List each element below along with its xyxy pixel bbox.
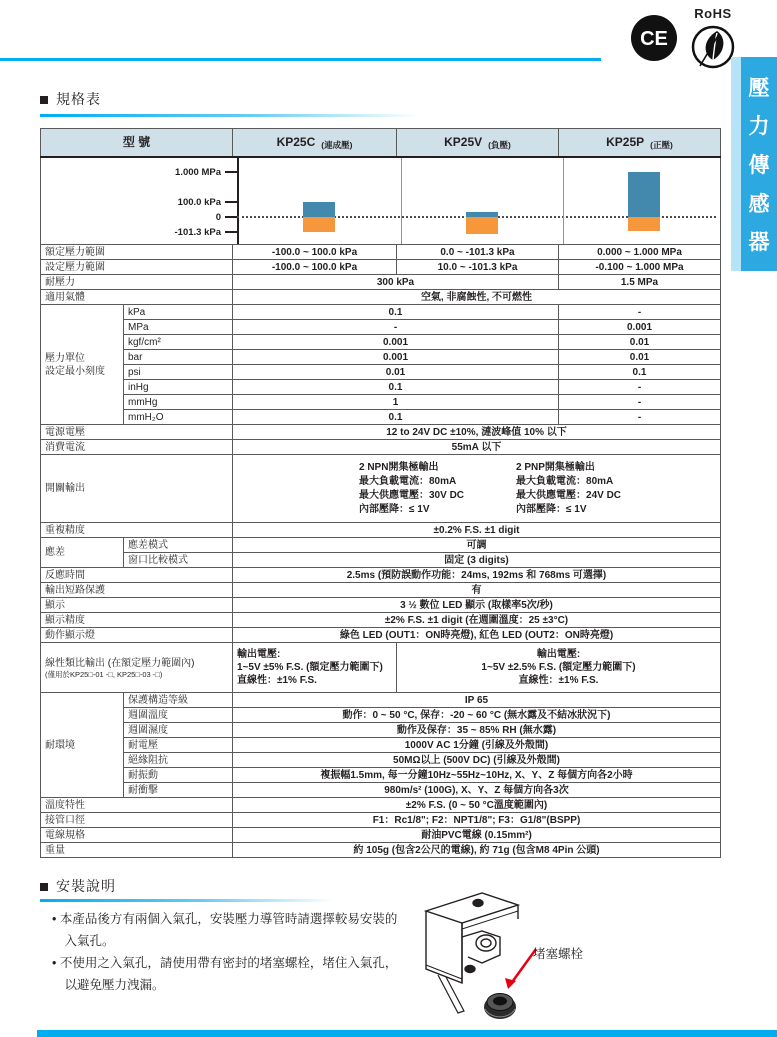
plug-bolt-callout-label: 堵塞螺栓	[533, 947, 584, 961]
row-label: 動作顯示燈	[41, 628, 233, 643]
install-bullet: • 本產品後方有兩個入氣孔，安裝壓力導管時請選擇較易安裝的入氣孔。	[52, 908, 404, 952]
spec-cell: -	[233, 320, 559, 335]
leaf-icon	[690, 22, 736, 70]
table-row	[41, 425, 721, 440]
plug-bolt	[484, 994, 516, 1020]
row-label: 消費電流	[41, 440, 233, 455]
spec-cell	[233, 455, 721, 523]
table-row	[41, 455, 721, 523]
spec-cell: 50MΩ以上 (500V DC) (引線及外殼間)	[233, 753, 721, 768]
table-row	[41, 828, 721, 843]
ce-mark-logo	[630, 14, 678, 62]
spec-cell: 0.01	[233, 365, 559, 380]
tick	[225, 171, 237, 173]
spec-cell: 固定 (3 digits)	[233, 553, 721, 568]
table-row	[41, 843, 721, 858]
spec-cell: ±0.2% F.S. ±1 digit	[233, 523, 721, 538]
model-name: KP25P	[606, 134, 645, 149]
top-rule	[0, 58, 601, 61]
chart-bar-negative-kp25c	[303, 217, 335, 232]
row-label: 絕緣阻抗	[124, 753, 233, 768]
table-row	[41, 290, 721, 305]
model-subtype: (負壓)	[488, 139, 511, 150]
table-row	[41, 245, 721, 260]
bottom-accent-bar	[37, 1030, 777, 1037]
chart-axis	[237, 158, 239, 244]
spec-cell: -	[559, 380, 721, 395]
table-header-row	[41, 129, 721, 158]
spec-cell: 耐油PVC電線 (0.15mm²)	[233, 828, 721, 843]
row-label: 耐振動	[124, 768, 233, 783]
side-banner-pressure-sensor	[741, 57, 777, 271]
row-label: mmHg	[124, 395, 233, 410]
spec-cell: IP 65	[233, 693, 721, 708]
banner-char: 壓	[748, 76, 770, 100]
table-row	[41, 350, 721, 365]
spec-cell: 0.01	[559, 335, 721, 350]
chart-column-divider	[563, 158, 564, 244]
spec-cell: 0.01	[559, 350, 721, 365]
spec-cell: 0.1	[233, 305, 559, 320]
rohs-label: RoHS	[694, 6, 732, 21]
chart-bar-negative-kp25p	[628, 217, 660, 231]
spec-cell: 300 kPa	[233, 275, 559, 290]
spec-cell: 1.5 MPa	[559, 275, 721, 290]
spec-cell: 可調	[233, 538, 721, 553]
row-label: 窗口比較模式	[124, 553, 233, 568]
spec-cell: -	[559, 395, 721, 410]
spec-cell: F1：Rc1/8"; F2：NPT1/8"; F3：G1/8"(BSPP)	[233, 813, 721, 828]
spec-table	[40, 128, 721, 858]
row-label: psi	[124, 365, 233, 380]
spec-cell: 動作及保存：35 ~ 85% RH (無水露)	[233, 723, 721, 738]
row-label: 線性類比輸出 (在額定壓力範圍內) (僅用於KP25□-01 -□, KP25□-03 -□)	[41, 643, 233, 693]
row-label: 耐衝擊	[124, 783, 233, 798]
side-banner-strip	[731, 57, 741, 271]
table-row	[41, 708, 721, 723]
spec-cell: -	[559, 410, 721, 425]
row-label: bar	[124, 350, 233, 365]
table-row	[41, 523, 721, 538]
spec-cell: 0.1	[233, 410, 559, 425]
model-name: KP25C	[276, 134, 316, 149]
table-row	[41, 628, 721, 643]
row-label: 反應時間	[41, 568, 233, 583]
row-label: mmH₂O	[124, 410, 233, 425]
row-label: 電線規格	[41, 828, 233, 843]
row-label-note: (僅用於KP25□-01 -□, KP25□-03 -□)	[45, 669, 163, 679]
table-row	[41, 783, 721, 798]
row-label: kPa	[124, 305, 233, 320]
chart-bar-positive-kp25c	[303, 202, 335, 217]
table-row	[41, 738, 721, 753]
tick	[225, 231, 237, 233]
spec-cell: 55mA 以下	[233, 440, 721, 455]
spec-cell: -100.0 ~ 100.0 kPa	[233, 260, 397, 275]
table-row	[41, 553, 721, 568]
output-spec-block: 2 PNP開集極輸出 最大負載電流：80mA 最大供應電壓：24V DC 內部壓降：≤ 1V	[516, 461, 622, 515]
spec-cell: 0.001	[233, 350, 559, 365]
tick-label: 1.000 MPa	[175, 167, 221, 178]
output-spec-block: 2 NPN開集極輸出 最大負載電流：80mA 最大供應電壓：30V DC 內部壓降：≤ 1V	[359, 461, 465, 515]
spec-cell: 0.1	[559, 365, 721, 380]
table-row	[41, 538, 721, 553]
spec-cell: 輸出電壓: 1~5V ±2.5% F.S. (額定壓力範圍下) 直線性：±1% F.S.	[397, 643, 721, 693]
table-row	[41, 753, 721, 768]
row-label: 週圍濕度	[124, 723, 233, 738]
spec-cell: 1	[233, 395, 559, 410]
spec-cell: 約 105g (包含2公尺的電線), 約 71g (包含M8 4Pin 公頭)	[233, 843, 721, 858]
chart-row	[41, 157, 721, 245]
spec-cell: ±2% F.S. ±1 digit (在週圍溫度：25 ±3°C)	[233, 613, 721, 628]
model-column-header: 型 號	[41, 129, 233, 158]
row-label: 開關輸出	[41, 455, 233, 523]
row-group-label: 壓力單位 設定最小刻度	[41, 305, 124, 425]
banner-char: 力	[748, 115, 770, 139]
row-label: 應差模式	[124, 538, 233, 553]
table-row	[41, 813, 721, 828]
install-section-title: 安裝說明	[40, 876, 116, 896]
spec-cell: 0.000 ~ 1.000 MPa	[559, 245, 721, 260]
tick	[225, 216, 237, 218]
row-group-label: 應差	[41, 538, 124, 568]
table-row	[41, 798, 721, 813]
table-row	[41, 583, 721, 598]
table-row	[41, 365, 721, 380]
pressure-range-chart	[45, 158, 716, 244]
table-row	[41, 643, 721, 693]
spec-cell: -	[559, 305, 721, 320]
table-row	[41, 335, 721, 350]
spec-cell: ±2% F.S. (0 ~ 50 °C溫度範圍內)	[233, 798, 721, 813]
model-subtype: (正壓)	[650, 139, 673, 150]
spec-cell: 空氣, 非腐蝕性, 不可燃性	[233, 290, 721, 305]
table-row	[41, 305, 721, 320]
spec-cell: 0.1	[233, 380, 559, 395]
tick-label: 0	[215, 212, 221, 223]
model-header-kp25p	[559, 129, 721, 158]
tick	[225, 201, 237, 203]
spec-section-title: 規格表	[40, 89, 101, 109]
row-label: 保護構造等級	[124, 693, 233, 708]
spec-cell: -100.0 ~ 100.0 kPa	[233, 245, 397, 260]
model-subtype: (連成壓)	[321, 139, 353, 150]
spec-cell: 3 ½ 數位 LED 顯示 (取樣率5次/秒)	[233, 598, 721, 613]
row-label: inHg	[124, 380, 233, 395]
row-label: 週圍溫度	[124, 708, 233, 723]
model-name: KP25V	[444, 134, 483, 149]
chart-bar-negative-kp25v	[466, 217, 498, 234]
banner-char: 感	[748, 192, 770, 216]
row-label: kgf/cm²	[124, 335, 233, 350]
row-label: 耐壓力	[41, 275, 233, 290]
ce-mark-icon	[630, 14, 678, 62]
table-row	[41, 568, 721, 583]
spec-cell: 1000V AC 1分鐘 (引線及外殼間)	[233, 738, 721, 753]
row-label: MPa	[124, 320, 233, 335]
model-header-kp25v	[397, 129, 559, 158]
callout-arrow	[505, 949, 536, 989]
row-label: 設定壓力範圍	[41, 260, 233, 275]
row-label: 電源電壓	[41, 425, 233, 440]
install-title-rule	[40, 899, 335, 902]
table-row	[41, 395, 721, 410]
svg-text:CE: CE	[640, 28, 668, 50]
spec-cell: 輸出電壓: 1~5V ±5% F.S. (額定壓力範圍下) 直線性：±1% F.S.	[233, 643, 397, 693]
row-label: 耐電壓	[124, 738, 233, 753]
table-row	[41, 320, 721, 335]
chart-cell	[41, 157, 721, 245]
table-row	[41, 693, 721, 708]
row-label: 顯示	[41, 598, 233, 613]
spec-cell: 12 to 24V DC ±10%, 漣波峰值 10% 以下	[233, 425, 721, 440]
table-row	[41, 440, 721, 455]
spec-cell: 10.0 ~ -101.3 kPa	[397, 260, 559, 275]
banner-char: 傳	[748, 153, 770, 177]
install-bullet: • 不使用之入氣孔，請使用帶有密封的堵塞螺栓，堵住入氣孔，以避免壓力洩漏。	[52, 952, 404, 996]
row-label: 重量	[41, 843, 233, 858]
row-label: 適用氣體	[41, 290, 233, 305]
row-label: 接管口徑	[41, 813, 233, 828]
table-row	[41, 768, 721, 783]
spec-cell: 2.5ms (預防誤動作功能：24ms, 192ms 和 768ms 可選擇)	[233, 568, 721, 583]
table-row	[41, 275, 721, 290]
row-label: 額定壓力範圍	[41, 245, 233, 260]
spec-cell: 有	[233, 583, 721, 598]
spec-cell: 980m/s² (100G), X、Y、Z 每個方向各3次	[233, 783, 721, 798]
tick-label: 100.0 kPa	[177, 197, 221, 208]
spec-cell: 0.0 ~ -101.3 kPa	[397, 245, 559, 260]
row-label: 重複精度	[41, 523, 233, 538]
table-row	[41, 723, 721, 738]
table-row	[41, 410, 721, 425]
install-instructions	[52, 908, 404, 996]
spec-title-rule	[40, 114, 420, 117]
spec-cell: 複振幅1.5mm, 每一分鐘10Hz~55Hz~10Hz, X、Y、Z 每個方向各2小時	[233, 768, 721, 783]
tick-label: -101.3 kPa	[174, 227, 221, 238]
model-header-kp25c	[233, 129, 397, 158]
spec-cell: 動作：0 ~ 50 °C, 保存：-20 ~ 60 °C (無水露及不結冰狀況下)	[233, 708, 721, 723]
banner-char: 器	[748, 231, 770, 255]
table-row	[41, 260, 721, 275]
spec-cell: 0.001	[559, 320, 721, 335]
table-row	[41, 598, 721, 613]
chart-bar-positive-kp25p	[628, 172, 660, 217]
row-group-label: 耐環境	[41, 693, 124, 798]
chart-column-divider	[401, 158, 402, 244]
row-label: 顯示精度	[41, 613, 233, 628]
table-row	[41, 613, 721, 628]
table-row	[41, 380, 721, 395]
spec-cell: 0.001	[233, 335, 559, 350]
row-label: 溫度特性	[41, 798, 233, 813]
spec-cell: -0.100 ~ 1.000 MPa	[559, 260, 721, 275]
spec-cell: 綠色 LED (OUT1：ON時亮燈), 紅色 LED (OUT2：ON時亮燈)	[233, 628, 721, 643]
row-label: 輸出短路保護	[41, 583, 233, 598]
